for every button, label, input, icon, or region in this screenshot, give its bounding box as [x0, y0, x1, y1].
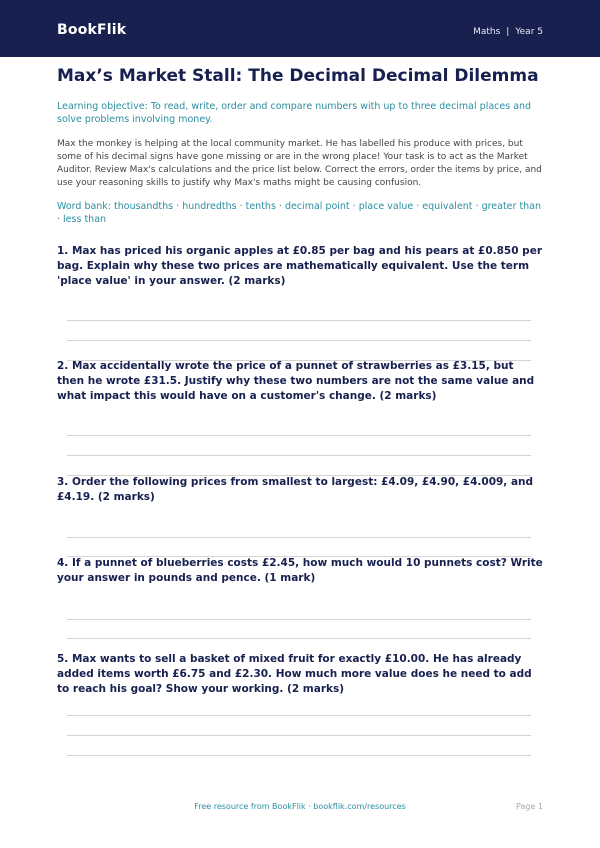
- brand-logo-text[interactable]: BookFlik: [57, 22, 127, 38]
- separator: |: [506, 27, 510, 37]
- answer-line[interactable]: [67, 715, 531, 716]
- intro-paragraph: Max the monkey is helping at the local community market. He has labelled his produce with prices, but some of his decimal signs have gone missing or are in the wrong place! Your task is to act as the Market Auditor. Review Max's calculations and the price list below. Correct the errors, order the items by price, and use your reasoning skills to justify why Max's maths might be causing confusion.: [57, 139, 542, 188]
- subject-year-label: [473, 27, 543, 37]
- page-number: Page 1: [516, 802, 543, 811]
- learning-objective: Learning objective: To read, write, order and compare numbers with up to three decimal places and solve problems involving money.: [57, 101, 532, 125]
- answer-line[interactable]: [67, 455, 531, 456]
- question-3: 3. Order the following prices from smallest to largest: £4.09, £4.90, £4.009, and £4.19. (2 marks): [57, 476, 534, 503]
- answer-line[interactable]: [67, 320, 531, 321]
- header-bar: [0, 0, 600, 57]
- answer-line[interactable]: [67, 619, 531, 620]
- answer-line[interactable]: [67, 735, 531, 736]
- word-bank: Word bank: thousandths · hundredths · tenths · decimal point · place value · equivalent · greater than · less than: [57, 201, 542, 225]
- question-1: 1. Max has priced his organic apples at £0.85 per bag and his pears at £0.850 per bag. Explain why these two prices are mathematically equivalent. Use the term 'place value' in your answer. (2 marks): [57, 245, 542, 287]
- answer-line[interactable]: [67, 435, 531, 436]
- question-2: 2. Max accidentally wrote the price of a punnet of strawberries as £3.15, but then he wrote £31.5. Justify why these two numbers are not the same value and what impact this would have on a customer's change. (2 marks): [57, 360, 535, 402]
- footer-text[interactable]: Free resource from BookFlik · bookflik.com/resources: [194, 802, 406, 811]
- answer-line[interactable]: [67, 755, 531, 756]
- question-4: 4. If a punnet of blueberries costs £2.45, how much would 10 punnets cost? Write your answer in pounds and pence. (1 mark): [57, 557, 543, 584]
- worksheet-title: Max’s Market Stall: The Decimal Decimal Dilemma: [57, 66, 539, 86]
- subject-label: Maths: [473, 27, 501, 37]
- year-label: Year 5: [515, 27, 543, 37]
- answer-line[interactable]: [67, 537, 531, 538]
- answer-line[interactable]: [67, 340, 531, 341]
- answer-line[interactable]: [67, 638, 531, 639]
- question-5: 5. Max wants to sell a basket of mixed fruit for exactly £10.00. He has already added items worth £6.75 and £2.30. How much more value does he need to add to reach his goal? Show your working. (2 marks): [57, 653, 532, 695]
